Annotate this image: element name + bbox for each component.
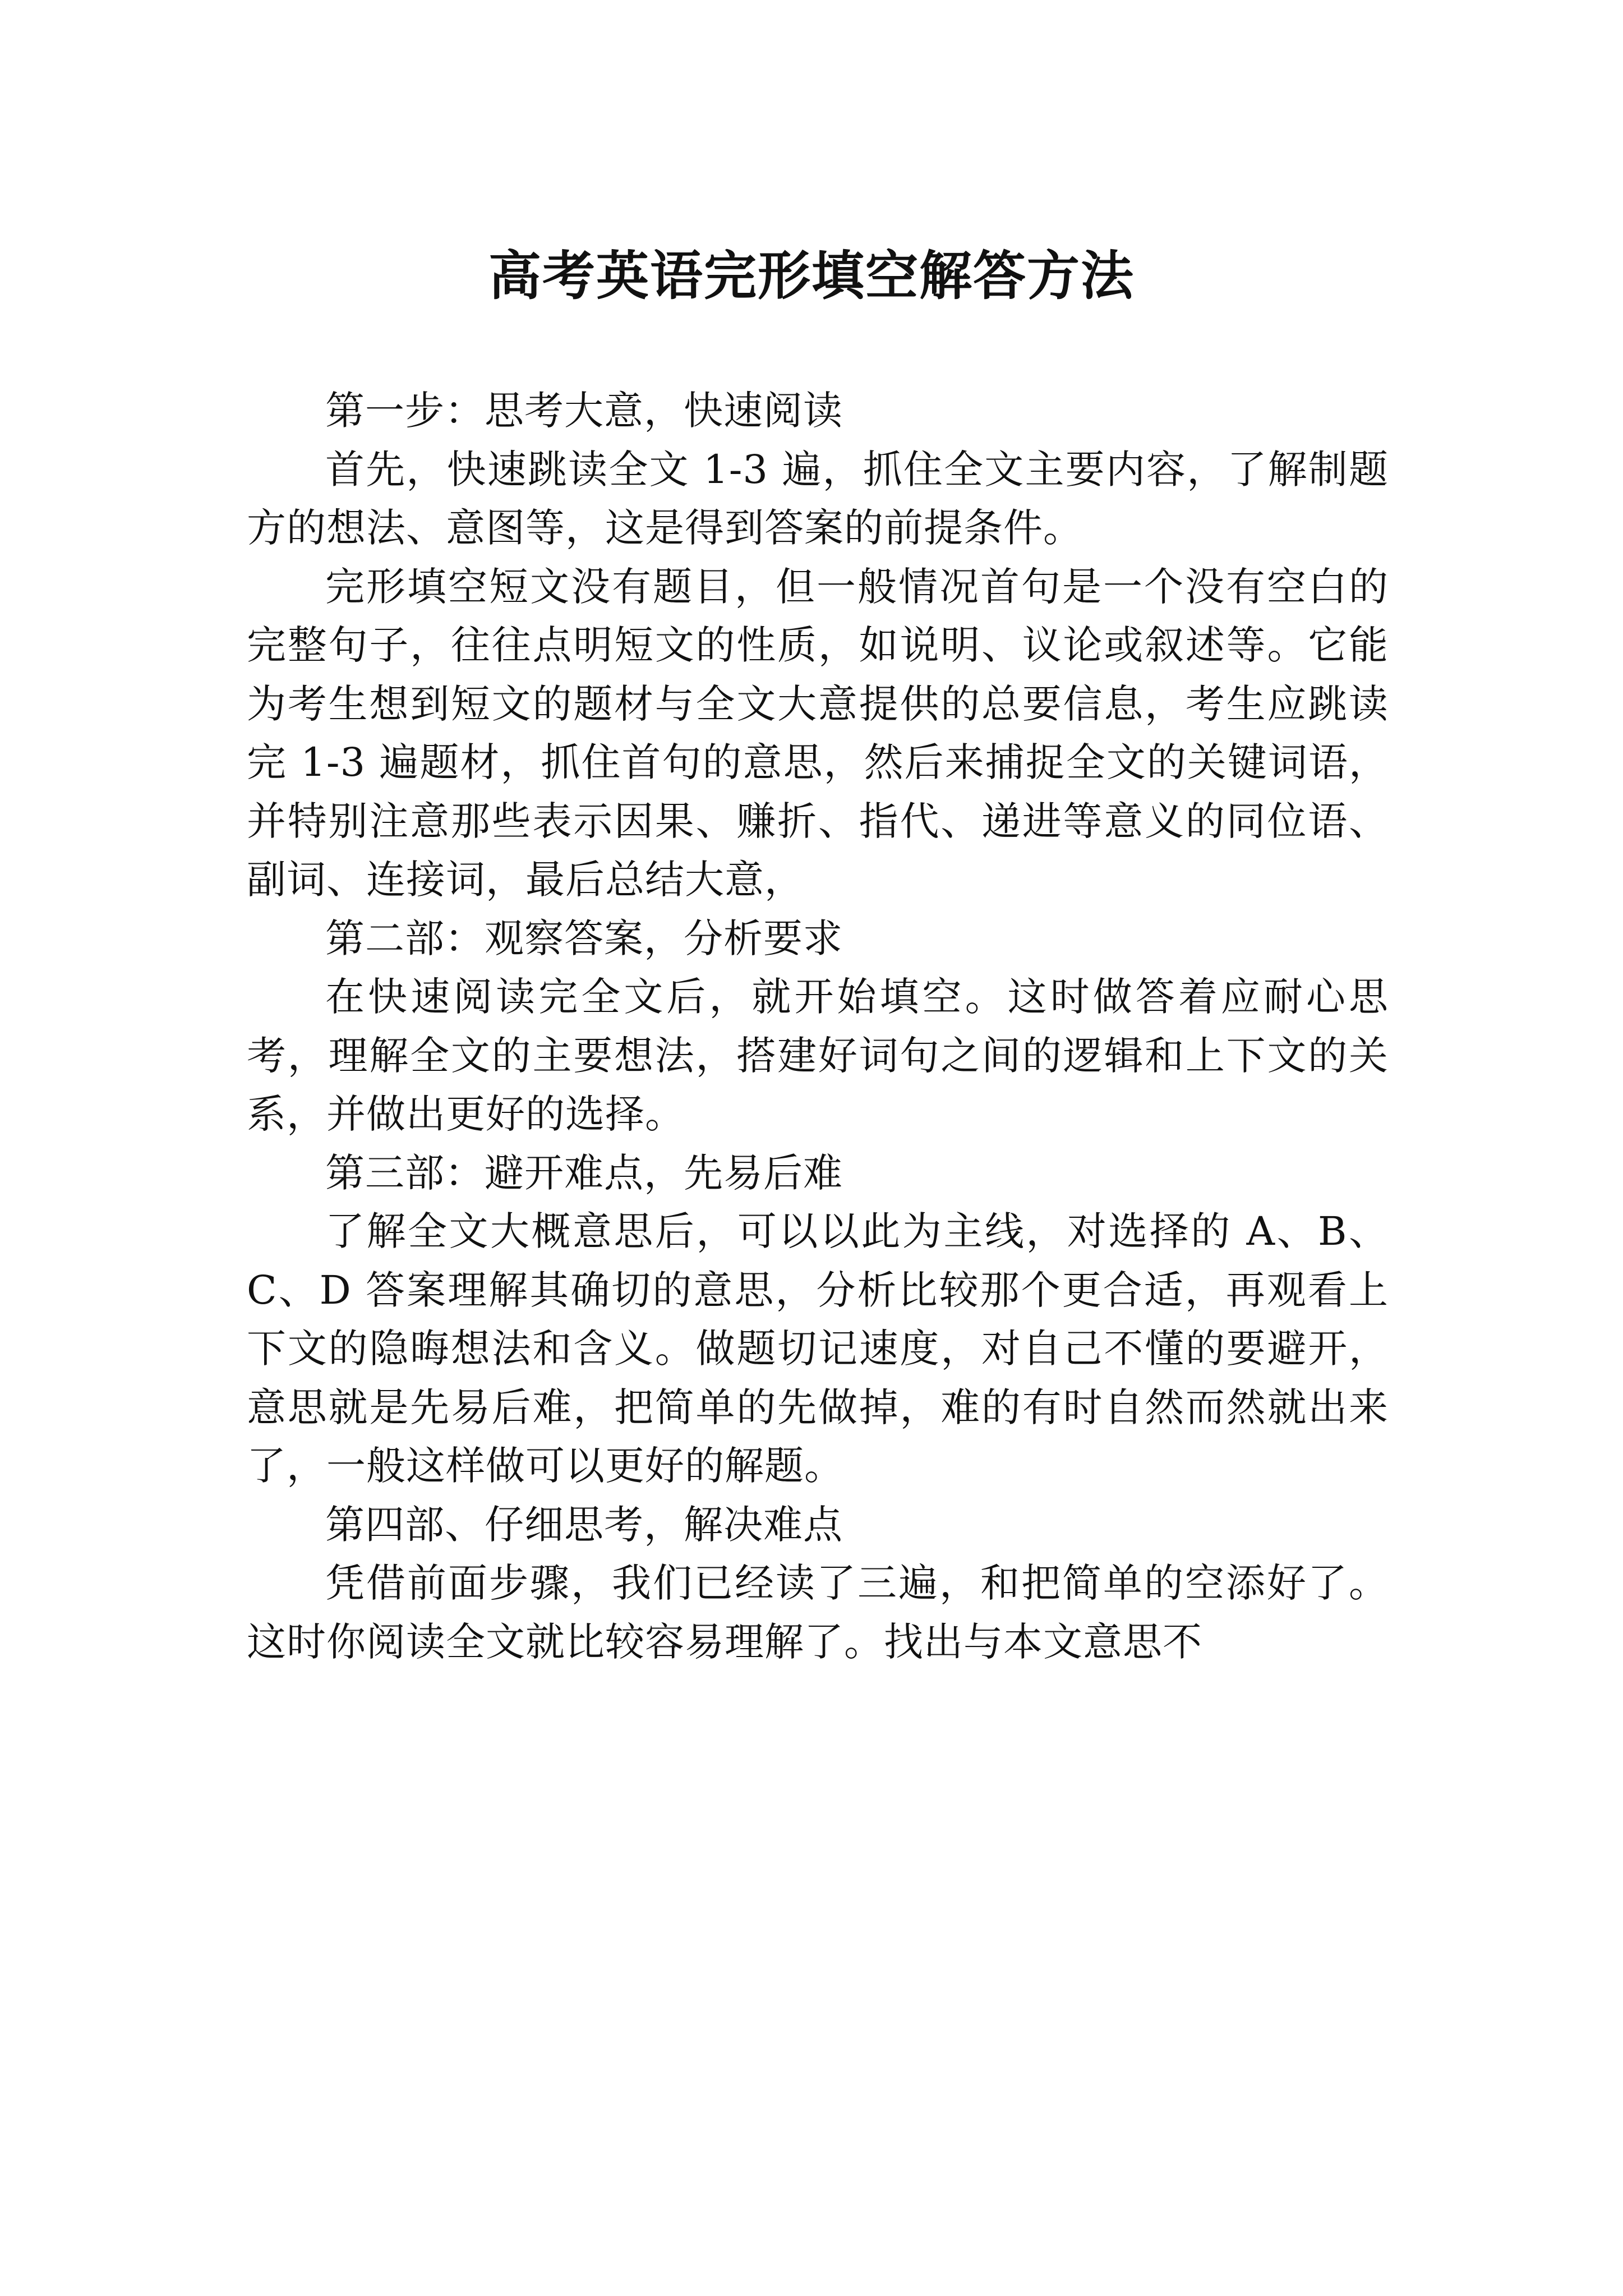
section-heading-step-4: 第四部、仔细思考，解决难点 [325, 1501, 843, 1548]
section-heading-step-3: 第三部：避开难点，先易后难 [325, 1149, 843, 1196]
paragraph: 了解全文大概意思后，可以以此为主线，对选择的 A、B、C、D 答案理解其确切的意思，分析比较那个更合适，再观看上下文的隐晦想法和含义。做题切记速度，对自己不懂的要避开，意思就是先易后难，把简单的先做掉，难的有时自然而然就出来了，一般这样做可以更好的解题。 [247, 1208, 1389, 1489]
section-heading-step-2: 第二部：观察答案，分析要求 [325, 915, 843, 961]
paragraph: 首先，快速跳读全文 1-3 遍，抓住全文主要内容，了解制题方的想法、意图等，这是得到答案的前提条件。 [247, 446, 1389, 551]
paragraph: 在快速阅读完全文后，就开始填空。这时做答着应耐心思考，理解全文的主要想法，搭建好词句之间的逻辑和上下文的关系，并做出更好的选择。 [247, 974, 1389, 1137]
paragraph: 凭借前面步骤，我们已经读了三遍，和把简单的空添好了。这时你阅读全文就比较容易理解了。找出与本文意思不 [247, 1560, 1389, 1665]
paragraph: 完形填空短文没有题目，但一般情况首句是一个没有空白的完整句子，往往点明短文的性质，如说明、议论或叙述等。它能为考生想到短文的题材与全文大意提供的总要信息，考生应跳读完 1-3 遍题材，抓住首句的意思，然后来捕捉全文的关键词语，并特别注意那些表示因果、赚折、指代、递进等意义的同位语、副词、连接词，最后总结大意， [247, 563, 1389, 903]
document-title: 高考英语完形填空解答方法 [488, 245, 1135, 307]
document-body [247, 381, 1389, 1671]
section-heading-step-1: 第一步：思考大意，快速阅读 [325, 388, 843, 434]
